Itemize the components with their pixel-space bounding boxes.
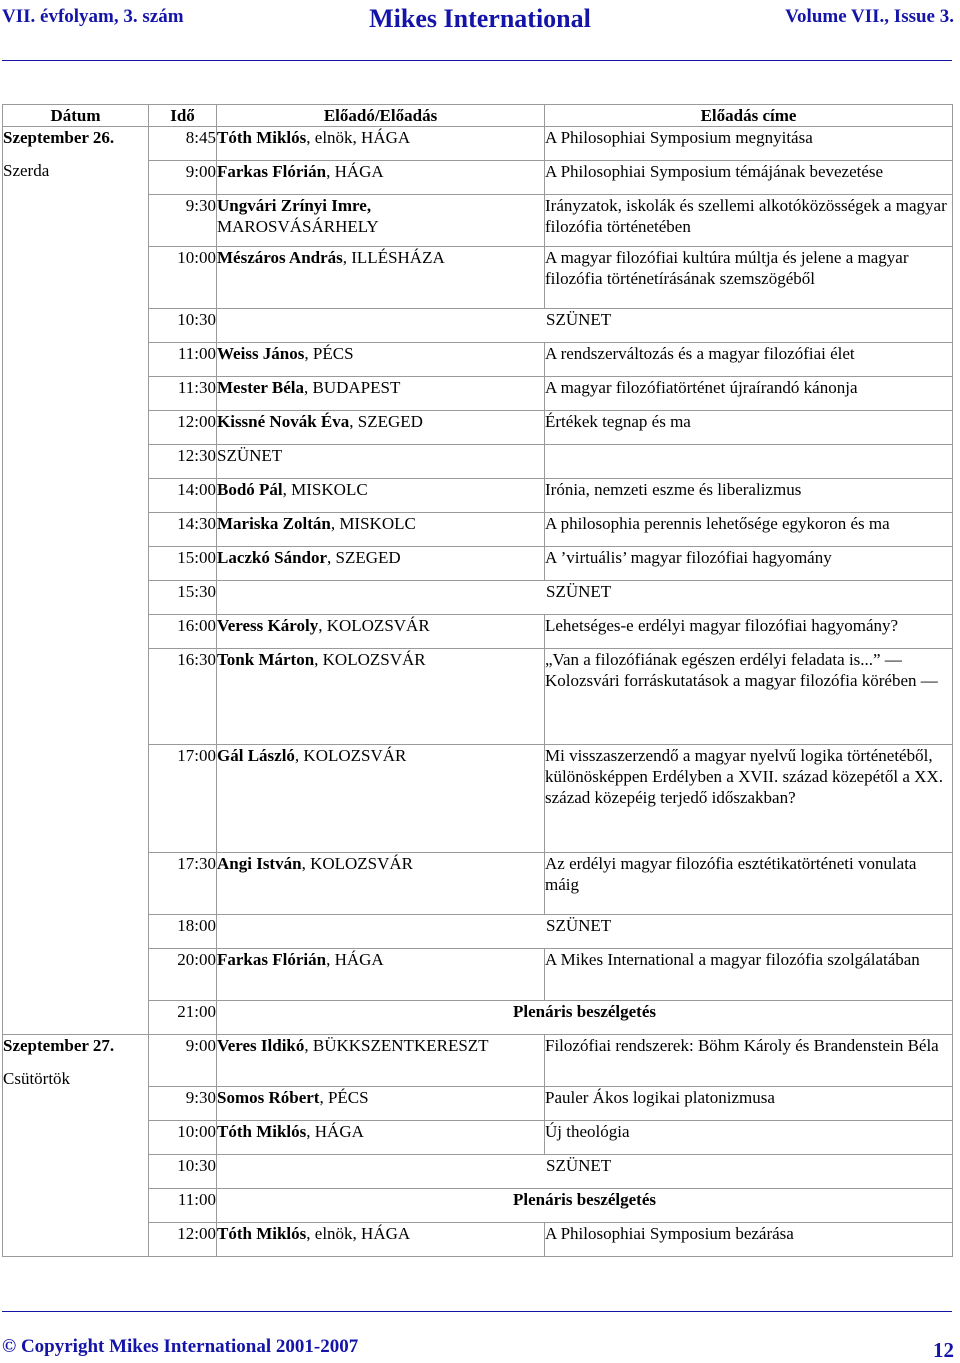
col-header-time: Idő bbox=[149, 105, 217, 127]
speaker-name: Veres Ildikó bbox=[217, 1036, 305, 1055]
time-cell: 12:00 bbox=[149, 411, 217, 445]
time-cell: 9:30 bbox=[149, 1087, 217, 1121]
day-weekday: Szerda bbox=[3, 161, 50, 180]
day-gap bbox=[3, 148, 148, 160]
speaker-place: , MISKOLC bbox=[330, 514, 416, 533]
speaker-place: , HÁGA bbox=[326, 950, 384, 969]
time-cell: 9:00 bbox=[149, 1035, 217, 1087]
copyright: © Copyright Mikes International 2001-2007 bbox=[2, 1336, 359, 1357]
program-table bbox=[2, 104, 953, 1257]
plenary-label: Plenáris beszélgetés bbox=[512, 1002, 657, 1021]
title-cell: A Philosophiai Symposium megnyitása bbox=[545, 127, 953, 161]
time-cell: 10:30 bbox=[149, 1155, 217, 1189]
speaker-cell bbox=[217, 547, 545, 581]
speaker-cell bbox=[217, 377, 545, 411]
speaker-place: , HÁGA bbox=[326, 162, 384, 181]
speaker-cell bbox=[217, 479, 545, 513]
speaker-place: , BUDAPEST bbox=[304, 378, 401, 397]
program-body bbox=[3, 127, 953, 1257]
speaker-name: Laczkó Sándor bbox=[217, 548, 328, 567]
col-header-speaker: Előadó/Előadás bbox=[217, 105, 545, 127]
speaker-place: , BÜKKSZENTKERESZT bbox=[304, 1036, 489, 1055]
speaker-name: Tóth Miklós bbox=[217, 1122, 307, 1141]
time-cell: 15:00 bbox=[149, 547, 217, 581]
title-cell: Filozófiai rendszerek: Böhm Károly és Brandenstein Béla bbox=[545, 1035, 953, 1087]
speaker-place: , MISKOLC bbox=[282, 480, 368, 499]
time-cell: 15:30 bbox=[149, 581, 217, 615]
break-label: SZÜNET bbox=[546, 310, 612, 329]
speaker-place: , HÁGA bbox=[306, 1122, 364, 1141]
title-cell: Irónia, nemzeti eszme és liberalizmus bbox=[545, 479, 953, 513]
table-header-row bbox=[3, 105, 953, 127]
time-cell: 11:00 bbox=[149, 343, 217, 377]
title-cell: A philosophia perennis lehetősége egykoron és ma bbox=[545, 513, 953, 547]
page-header bbox=[0, 2, 960, 42]
speaker-place: , KOLOZSVÁR bbox=[301, 854, 414, 873]
time-cell: 17:00 bbox=[149, 745, 217, 853]
speaker-name: Somos Róbert bbox=[217, 1088, 320, 1107]
plenary-cell bbox=[217, 1189, 953, 1223]
speaker-name: Mészáros András bbox=[217, 248, 343, 267]
pause-cell: SZÜNET bbox=[217, 445, 545, 479]
speaker-place: , ILLÉSHÁZA bbox=[342, 248, 445, 267]
speaker-place: , SZEGED bbox=[327, 548, 401, 567]
time-cell: 17:30 bbox=[149, 853, 217, 915]
time-cell: 10:30 bbox=[149, 309, 217, 343]
speaker-cell bbox=[217, 127, 545, 161]
speaker-place: , KOLOZSVÁR bbox=[294, 746, 407, 765]
speaker-cell bbox=[217, 949, 545, 1001]
day-gap bbox=[3, 1056, 148, 1068]
break-cell bbox=[217, 915, 953, 949]
speaker-cell bbox=[217, 615, 545, 649]
speaker-cell bbox=[217, 649, 545, 745]
speaker-cell bbox=[217, 1223, 545, 1257]
speaker-name: Farkas Flórián bbox=[217, 162, 327, 181]
speaker-cell bbox=[217, 343, 545, 377]
title-cell: A rendszerváltozás és a magyar filozófiai élet bbox=[545, 343, 953, 377]
title-cell: Az erdélyi magyar filozófia esztétikatörténeti vonulata máig bbox=[545, 853, 953, 915]
speaker-name: Weiss János bbox=[217, 344, 305, 363]
speaker-cell bbox=[217, 161, 545, 195]
day-date: Szeptember 27. bbox=[3, 1036, 115, 1055]
title-cell: Mi visszaszerzendő a magyar nyelvű logika történetéből, különösképpen Erdélyben a XVII. század közepétől a XX. század közepéig terjedő időszakban? bbox=[545, 745, 953, 853]
time-cell: 14:30 bbox=[149, 513, 217, 547]
speaker-name: Kissné Novák Éva bbox=[217, 412, 350, 431]
speaker-place: , PÉCS bbox=[319, 1088, 369, 1107]
title-cell: Irányzatok, iskolák és szellemi alkotóközösségek a magyar filozófia történetében bbox=[545, 195, 953, 247]
col-header-date: Dátum bbox=[3, 105, 149, 127]
title-cell: A ’virtuális’ magyar filozófiai hagyomány bbox=[545, 547, 953, 581]
speaker-place: , elnök, HÁGA bbox=[306, 1224, 411, 1243]
col-header-title: Előadás címe bbox=[545, 105, 953, 127]
title-cell: Lehetséges-e erdélyi magyar filozófiai hagyomány? bbox=[545, 615, 953, 649]
break-cell bbox=[217, 309, 953, 343]
speaker-cell bbox=[217, 411, 545, 445]
speaker-name: Gál László bbox=[217, 746, 295, 765]
speaker-name: Mariska Zoltán bbox=[217, 514, 331, 533]
time-cell: 20:00 bbox=[149, 949, 217, 1001]
title-cell: Értékek tegnap és ma bbox=[545, 411, 953, 445]
time-cell: 16:30 bbox=[149, 649, 217, 745]
title-cell: Új theológia bbox=[545, 1121, 953, 1155]
title-cell: A magyar filozófiatörténet újraírandó kánonja bbox=[545, 377, 953, 411]
footer-rule bbox=[2, 1311, 952, 1312]
day-cell bbox=[3, 1035, 149, 1257]
speaker-cell bbox=[217, 1087, 545, 1121]
title-cell: Pauler Ákos logikai platonizmusa bbox=[545, 1087, 953, 1121]
volume-hu: VII. évfolyam, 3. szám bbox=[2, 6, 184, 27]
time-cell: 12:30 bbox=[149, 445, 217, 479]
time-cell: 10:00 bbox=[149, 247, 217, 309]
speaker-cell bbox=[217, 513, 545, 547]
page-footer bbox=[0, 1336, 960, 1361]
time-cell: 14:00 bbox=[149, 479, 217, 513]
speaker-cell bbox=[217, 195, 545, 247]
speaker-name: Tonk Márton bbox=[217, 650, 315, 669]
plenary-label: Plenáris beszélgetés bbox=[512, 1190, 657, 1209]
time-cell: 21:00 bbox=[149, 1001, 217, 1035]
speaker-name: Mester Béla bbox=[217, 378, 305, 397]
day-weekday: Csütörtök bbox=[3, 1069, 71, 1088]
speaker-name: Ungvári Zrínyi Imre, bbox=[217, 196, 372, 215]
title-cell: A Philosophiai Symposium bezárása bbox=[545, 1223, 953, 1257]
break-label: SZÜNET bbox=[546, 916, 612, 935]
break-label: SZÜNET bbox=[546, 582, 612, 601]
speaker-place: , SZEGED bbox=[349, 412, 423, 431]
table-row bbox=[3, 127, 953, 161]
speaker-cell bbox=[217, 853, 545, 915]
speaker-place: , elnök, HÁGA bbox=[306, 128, 411, 147]
break-cell bbox=[217, 1155, 953, 1189]
speaker-place: , KOLOZSVÁR bbox=[314, 650, 426, 669]
volume-en: Volume VII., Issue 3. bbox=[785, 6, 954, 27]
table-row bbox=[3, 1035, 953, 1087]
time-cell: 12:00 bbox=[149, 1223, 217, 1257]
time-cell: 16:00 bbox=[149, 615, 217, 649]
speaker-name: Tóth Miklós bbox=[217, 1224, 307, 1243]
day-date: Szeptember 26. bbox=[3, 128, 115, 147]
time-cell: 9:00 bbox=[149, 161, 217, 195]
speaker-name: Bodó Pál bbox=[217, 480, 283, 499]
time-cell: 11:30 bbox=[149, 377, 217, 411]
plenary-cell bbox=[217, 1001, 953, 1035]
header-rule bbox=[2, 60, 952, 61]
title-cell: „Van a filozófiának egészen erdélyi feladata is...” — Kolozsvári forráskutatások a magyar filozófia körében — bbox=[545, 649, 953, 745]
speaker-place: , PÉCS bbox=[304, 344, 354, 363]
title-cell: A magyar filozófiai kultúra múltja és jelene a magyar filozófia történetírásának szemszögéből bbox=[545, 247, 953, 309]
title-cell: A Philosophiai Symposium témájának bevezetése bbox=[545, 161, 953, 195]
speaker-cell bbox=[217, 1035, 545, 1087]
speaker-cell bbox=[217, 247, 545, 309]
time-cell: 10:00 bbox=[149, 1121, 217, 1155]
speaker-name: Farkas Flórián bbox=[217, 950, 327, 969]
break-label: SZÜNET bbox=[546, 1156, 612, 1175]
speaker-cell bbox=[217, 745, 545, 853]
speaker-name: Tóth Miklós bbox=[217, 128, 307, 147]
speaker-place: , KOLOZSVÁR bbox=[318, 616, 430, 635]
speaker-name: Veress Károly bbox=[217, 616, 319, 635]
time-cell: 18:00 bbox=[149, 915, 217, 949]
day-cell bbox=[3, 127, 149, 1035]
break-cell bbox=[217, 581, 953, 615]
time-cell: 8:45 bbox=[149, 127, 217, 161]
time-cell: 11:00 bbox=[149, 1189, 217, 1223]
speaker-place: MAROSVÁSÁRHELY bbox=[217, 217, 379, 236]
journal-title: Mikes International bbox=[369, 4, 591, 33]
title-cell: A Mikes International a magyar filozófia szolgálatában bbox=[545, 949, 953, 1001]
title-cell bbox=[545, 445, 953, 479]
speaker-name: Angi István bbox=[217, 854, 302, 873]
page-number: 12 bbox=[933, 1338, 954, 1362]
time-cell: 9:30 bbox=[149, 195, 217, 247]
speaker-cell bbox=[217, 1121, 545, 1155]
